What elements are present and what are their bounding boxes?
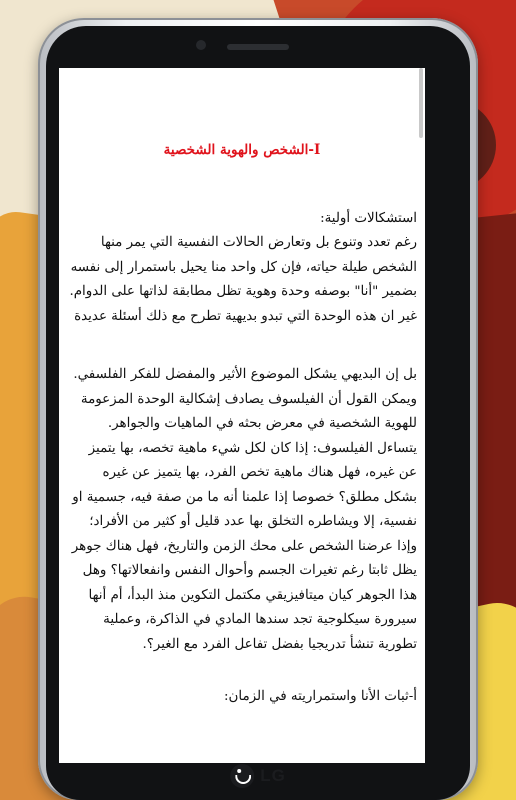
phone-bezel bbox=[46, 26, 470, 800]
article-content bbox=[59, 138, 425, 710]
paragraph-intro: استشكالات أولية: رغم تعدد وتنوع بل وتعارض الحالات النفسية التي يمر منها الشخص طيلة حياته، فإن كل واحد منا يحيل باستمرار إلى نفسه بضمير "أنا" بوصفه وحدة وهوية تظل مطابقة لذاتها على الدوام. غير ان هذه الوحدة التي تبدو بديهية تطرح مع ذلك أسئلة عديدة bbox=[69, 210, 417, 324]
paragraph-body: بل إن البديهي يشكل الموضوع الأثير والمفضل للفكر الفلسفي. ويمكن القول أن الفيلسوف يصادف إشكالية الوحدة المزعومة للهوية الشخصية في معرض بحثه في الماهيات والجواهر. يتساءل الفيلسوف: إذا كان لكل شيء ماهية تخصه، بها يتميز عن غيره، فهل هناك ماهية تخص الفرد، بها يتميز عن غيره بشكل مطلق؟ خصوصا إذا علمنا أنه ما من صفة فيه، جسمية او نفسية، إلا ويشاطره التخلق بها عدد قليل أو كثير من الأفراد؛ وإذا عرضنا الشخص على محك الزمن والتاريخ، فهل هناك جوهر يظل ثابتا رغم تغيرات الجسم وأحوال النفس وانفعالاتها؟ وهل هذا الجوهر كيان ميتافيزيقي مكتمل التكوين منذ البدأ، أم أنها سيرورة سيكلوجية تجد سندها المادي في الذاكرة، وعملية تطورية تنشأ تدريجيا بفضل تفاعل الفرد مع الغير؟. bbox=[71, 367, 417, 652]
article-title: I-الشخص والهوية الشخصية bbox=[163, 142, 321, 158]
phone-frame bbox=[38, 18, 478, 800]
brand-logo bbox=[230, 764, 286, 788]
brand-logo-text: LG bbox=[260, 766, 286, 785]
section-heading: أ-ثبات الأنا واستمراريته في الزمان: bbox=[224, 689, 417, 704]
front-camera bbox=[196, 40, 206, 50]
scrollbar[interactable] bbox=[419, 68, 423, 138]
lg-logo-icon bbox=[230, 764, 254, 788]
earpiece-speaker bbox=[227, 44, 289, 50]
phone-screen[interactable] bbox=[59, 68, 425, 763]
